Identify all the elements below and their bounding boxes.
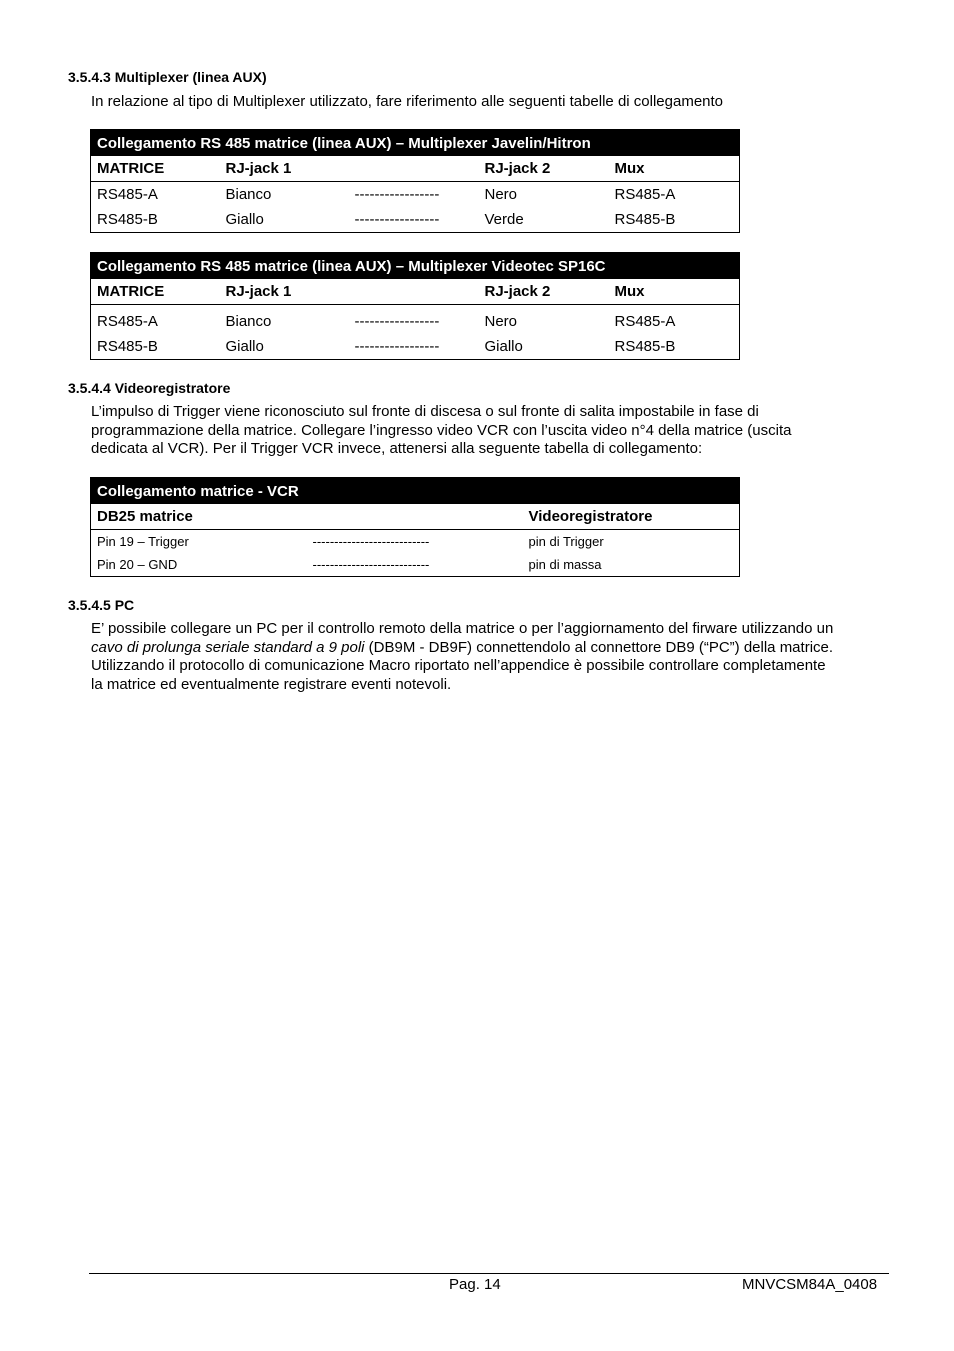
footer-rule [89, 1273, 889, 1274]
table-row [91, 334, 740, 360]
page-number: Pag. 14 [449, 1276, 501, 1293]
text-line: programmazione della matrice. Collegare l’ingresso video VCR con l’uscita video n°4 della matrice (uscita [91, 421, 792, 439]
table-title: Collegamento RS 485 matrice (linea AUX) – Multiplexer Javelin/Hitron [91, 130, 740, 157]
text-line: dedicata al VCR). Per il Trigger VCR invece, attenersi alla seguente tabella di collegamento: [91, 440, 703, 457]
table-cell: Nero [484, 313, 518, 330]
videoregistratore-text [91, 403, 891, 459]
document-code: MNVCSM84A_0408 [742, 1276, 878, 1293]
text-span: (DB9M - DB9F) connettendolo al connettore DB9 (“PC”) della matrice. [364, 638, 834, 656]
pc-text [91, 620, 891, 694]
column-header: RJ-jack 2 [479, 156, 609, 182]
table-cell: Pin 20 – GND [97, 557, 178, 572]
column-header: Mux [609, 156, 740, 182]
text-line: E’ possibile collegare un PC per il controllo remoto della matrice o per l’aggiornamento del firware utilizzando un [91, 620, 834, 637]
table-cell: RS485-A [97, 313, 158, 330]
column-header: RJ-jack 1 [220, 156, 349, 182]
column-header: Videoregistratore [523, 504, 740, 530]
table-cell: RS485-A [614, 313, 676, 330]
column-header [307, 504, 523, 530]
column-header: Mux [609, 279, 740, 305]
table-matrice-vcr [90, 477, 740, 577]
column-header: MATRICE [91, 156, 220, 182]
table-cell: RS485-B [97, 211, 158, 228]
table-cell: Giallo [225, 338, 264, 355]
table-cell: RS485-A [97, 186, 158, 203]
italic-text: cavo di prolunga seriale standard a 9 poli [91, 638, 365, 656]
table-cell: --------------------------- [312, 557, 430, 572]
table-cell: RS485-B [614, 211, 676, 228]
section-heading-multiplexer: 3.5.4.3 Multiplexer (linea AUX) [68, 69, 267, 85]
table-cell: Verde [484, 211, 524, 228]
table-title: Collegamento matrice - VCR [91, 478, 740, 505]
column-header: RJ-jack 2 [479, 279, 609, 305]
table-cell: Pin 19 – Trigger [97, 534, 189, 549]
table-cell: ----------------- [354, 313, 440, 330]
table-cell: --------------------------- [312, 534, 430, 549]
table-row [91, 553, 740, 577]
multiplexer-intro: In relazione al tipo di Multiplexer utilizzato, fare riferimento alle seguenti tabelle di collegamento [91, 93, 724, 110]
table-row [91, 182, 740, 208]
column-header: RJ-jack 1 [220, 279, 349, 305]
table-row [91, 530, 740, 554]
section-heading-pc: 3.5.4.5 PC [68, 597, 135, 613]
text-line [91, 639, 891, 658]
table-cell: pin di massa [528, 557, 602, 572]
text-line: L’impulso di Trigger viene riconosciuto sul fronte di discesa o sul fronte di salita impostabile in fase di [91, 403, 759, 420]
table-cell: Giallo [484, 338, 523, 355]
table-cell: RS485-A [614, 186, 676, 203]
text-line: la matrice ed eventualmente registrare eventi notevoli. [91, 675, 452, 693]
table-title: Collegamento RS 485 matrice (linea AUX) – Multiplexer Videotec SP16C [91, 253, 740, 280]
table-videotec-sp16c [90, 252, 740, 360]
text-line: Utilizzando il protocollo di comunicazione Macro riportato nell’appendice è possibile controllare completamente [91, 657, 826, 674]
table-cell: Giallo [225, 211, 264, 228]
table-row [91, 309, 740, 334]
table-cell: ----------------- [354, 211, 440, 228]
table-cell: pin di Trigger [528, 534, 604, 549]
table-row [91, 207, 740, 233]
table-cell: Bianco [225, 313, 272, 330]
column-header [349, 279, 479, 305]
table-cell: ----------------- [354, 338, 440, 355]
column-header: MATRICE [91, 279, 220, 305]
table-cell: Bianco [225, 186, 272, 203]
section-heading-videoregistratore: 3.5.4.4 Videoregistratore [68, 380, 231, 396]
table-cell: ----------------- [354, 186, 440, 203]
table-cell: Nero [484, 186, 518, 203]
column-header [349, 156, 479, 182]
column-header: DB25 matrice [91, 504, 307, 530]
table-cell: RS485-B [614, 338, 676, 355]
table-cell: RS485-B [97, 338, 158, 355]
table-javelin-hitron [90, 129, 740, 233]
